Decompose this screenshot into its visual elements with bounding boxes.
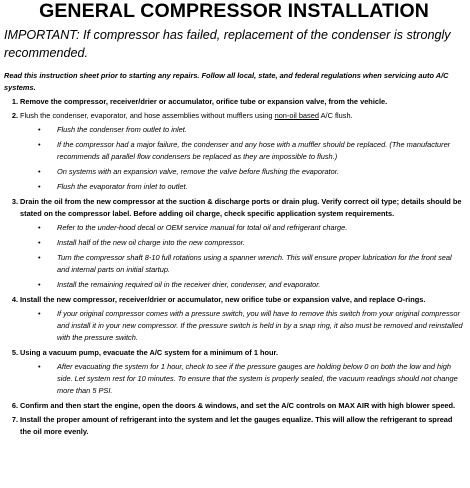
step-text-part: Flush the condenser, evaporator, and hose assemblies without mufflers using — [20, 111, 275, 120]
sub-item — [20, 124, 464, 136]
sub-item-text: Flush the condenser from outlet to inlet. — [57, 125, 187, 134]
step-5 — [4, 347, 464, 397]
sub-item — [20, 181, 464, 193]
sub-item-text: After evacuating the system for 1 hour, check to see if the pressure gauges are holding below 0 on both the low and high side. Let system rest for 10 minutes. To ensure that the system is properly sealed, the vacuum readings should not change more than 5 PSI. — [57, 362, 458, 395]
bullet-icon: • — [38, 125, 41, 134]
step-6 — [4, 400, 464, 412]
sub-item-text: If the compressor had a major failure, the condenser and any hose with a muffler should be replaced. (The manufacturer recommends all parallel flow condensers be replaced as they are impossible to flush.) — [57, 140, 451, 161]
sub-item-text: If your original compressor comes with a pressure switch, you will have to remove this switch from your original compressor and install it in your new compressor. If the pressure switch is held in by a snap ring, it also must be removed and reinstalled with the pressure switch. — [57, 309, 463, 342]
step-number: 4. — [11, 295, 18, 304]
sub-item-text: Install half of the new oil charge into the new compressor. — [57, 238, 245, 247]
bullet-icon: • — [38, 140, 41, 149]
sub-item — [20, 252, 464, 276]
sub-item — [20, 222, 464, 234]
sub-item — [20, 139, 464, 163]
step-7 — [4, 414, 464, 438]
sub-item — [20, 308, 464, 344]
sub-item — [20, 361, 464, 397]
step-number: 6. — [11, 401, 18, 410]
sub-item — [20, 279, 464, 291]
important-notice: IMPORTANT: If compressor has failed, replacement of the condenser is strongly recommended. — [4, 28, 451, 60]
step-4 — [4, 294, 464, 344]
step-text-part: A/C flush. — [318, 111, 353, 120]
step-number: 2. — [11, 111, 18, 120]
steps-list — [4, 96, 464, 438]
sub-list — [20, 222, 464, 291]
sub-item-text: Flush the evaporator from inlet to outlet. — [57, 182, 188, 191]
sub-list — [20, 308, 464, 344]
sub-item — [20, 237, 464, 249]
underlined-text: non-oil based — [274, 111, 319, 120]
step-text: Drain the oil from the new compressor at the suction & discharge ports or drain plug. Verify correct oil type; details should be stated on the compressor label. Before adding oil charge, check specific application system requirements. — [20, 197, 462, 218]
step-number: 7. — [11, 415, 18, 424]
step-number: 3. — [11, 197, 18, 206]
bullet-icon: • — [38, 280, 41, 289]
step-text: Remove the compressor, receiver/drier or accumulator, orifice tube or expansion valve, from the vehicle. — [20, 97, 388, 106]
sub-list — [20, 124, 464, 193]
step-text: Using a vacuum pump, evacuate the A/C system for a minimum of 1 hour. — [20, 348, 279, 357]
sub-item — [20, 166, 464, 178]
bullet-icon: • — [38, 309, 41, 318]
step-number: 1. — [11, 97, 18, 106]
bullet-icon: • — [38, 362, 41, 371]
sub-item-text: Refer to the under-hood decal or OEM service manual for total oil and refrigerant charge. — [57, 223, 348, 232]
intro-paragraph: Read this instruction sheet prior to starting any repairs. Follow all local, state, and federal regulations when servicing auto A/C systems. — [4, 71, 449, 92]
step-text — [20, 110, 464, 122]
step-text: Install the proper amount of refrigerant into the system and let the gauges equalize. This will allow the refrigerant to spread the oil more evenly. — [20, 415, 453, 436]
step-text: Confirm and then start the engine, open the doors & windows, and set the A/C controls on MAX AIR with high blower speed. — [20, 401, 456, 410]
sub-item-text: Turn the compressor shaft 8-10 full rotations using a spanner wrench. This will ensure proper lubrication for the front seal and internal parts on initial startup. — [57, 253, 452, 274]
sub-item-text: On systems with an expansion valve, remove the valve before flushing the evaporator. — [57, 167, 339, 176]
bullet-icon: • — [38, 238, 41, 247]
sub-item-text: Install the remaining required oil in the receiver drier, condenser, and evaporator. — [57, 280, 321, 289]
bullet-icon: • — [38, 253, 41, 262]
sub-list — [20, 361, 464, 397]
step-1 — [4, 96, 464, 108]
step-2 — [4, 110, 464, 193]
step-number: 5. — [11, 348, 18, 357]
step-text: Install the new compressor, receiver/drier or accumulator, new orifice tube or expansion valve, and replace O-rings. — [20, 295, 426, 304]
document-title: GENERAL COMPRESSOR INSTALLATION — [39, 0, 429, 22]
bullet-icon: • — [38, 223, 41, 232]
bullet-icon: • — [38, 167, 41, 176]
step-3 — [4, 196, 464, 291]
bullet-icon: • — [38, 182, 41, 191]
